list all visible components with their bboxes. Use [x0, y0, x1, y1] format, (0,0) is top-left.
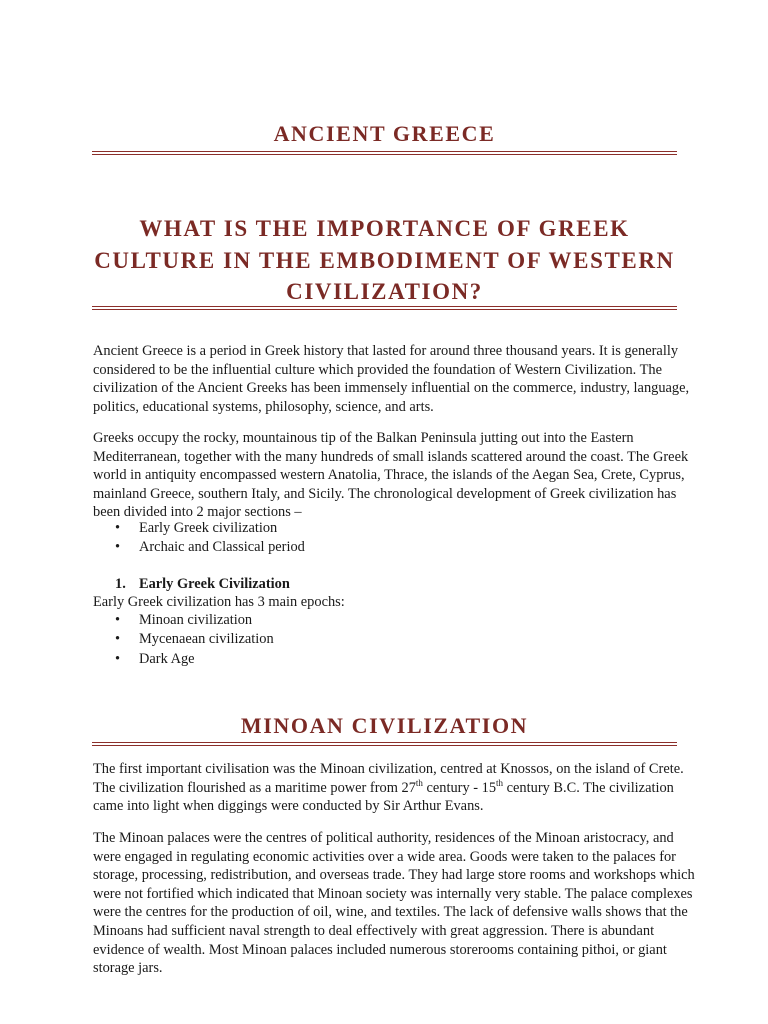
geography-paragraph: Greeks occupy the rocky, mountainous tip of the Balkan Peninsula jutting out into the Eastern Mediterranean, together with the many hundreds of small islands scattered around the coast. The Greek world in antiquity encompassed western Anatolia, Thrace, the islands of the Aegan Sea, Crete, Cyprus, mainland Greece, southern Italy, and Sicily. The chronological development of Greek civilization has been divided into 2 major sections – — [93, 430, 689, 521]
heading-number: 1. — [115, 576, 126, 592]
bullet-icon: • — [115, 631, 121, 648]
bullet-icon: • — [115, 650, 121, 667]
minoan-intro-paragraph — [93, 760, 705, 816]
heading-text: Early Greek Civilization — [139, 576, 290, 592]
list-item — [93, 611, 274, 630]
title-divider — [92, 151, 677, 155]
question-divider — [92, 306, 677, 310]
superscript: th — [415, 777, 423, 788]
list-item-label: Early Greek civilization — [139, 520, 278, 536]
intro-paragraph: Ancient Greece is a period in Greek history that lasted for around three thousand years. It is generally considered to be the influential culture which provided the foundation of Western Civilization. The civilization of the Ancient Greeks has been immensely influential on the commerce, industry, language, politics, educational systems, philosophy, science, and arts. — [93, 343, 690, 415]
numbered-heading-early-greek — [115, 575, 290, 593]
minoan-palaces-paragraph: The Minoan palaces were the centres of political authority, residences of the Minoan aristocracy, and were engaged in regulating economic activities over a wide area. Goods were taken to the palaces for storage, processing, redistribution, and overseas trade. They had large store rooms and workshops which were not fortified which indicated that Minoan society was internally very stable. The palace complexes were the centres for the production of oil, wine, and textiles. The lack of defensive walls shows that the Minoans had sufficient naval strength to deal effectively with great aggression. There is abundant evidence of wealth. Most Minoan palaces included numerous storerooms containing pithoi, or giant storage jars. — [93, 830, 695, 977]
list-item — [93, 650, 274, 669]
list-item — [93, 519, 305, 538]
list-item-label: Mycenaean civilization — [139, 631, 274, 648]
minoan-divider — [92, 742, 677, 746]
question-heading: WHAT IS THE IMPORTANCE OF GREEK CULTURE IN THE EMBODIMENT OF WESTERN CIVILIZATION? — [94, 216, 675, 304]
list-item-label: Archaic and Classical period — [139, 539, 305, 556]
sections-list — [93, 519, 305, 558]
list-item-label: Dark Age — [139, 650, 195, 667]
minoan-heading: MINOAN CIVILIZATION — [240, 713, 529, 738]
list-item-label: Minoan civilization — [139, 612, 253, 628]
list-item — [93, 630, 274, 649]
bullet-icon: • — [115, 520, 121, 536]
text-run: century - 15 — [422, 779, 497, 796]
title-ancient-greece: ANCIENT GREECE — [273, 121, 496, 146]
list-item — [93, 538, 305, 557]
text-run: The first important civilisation was the Minoan civilization, centred at Knossos, on the island of Crete. The civilization flourished as a maritime power from 27 — [93, 761, 684, 796]
text-run: century B.C. The civilization came into light when diggings were conducted by Sir Arthur Evans. — [93, 779, 674, 815]
superscript: th — [496, 777, 504, 788]
bullet-icon: • — [115, 539, 121, 556]
epochs-list — [93, 611, 274, 669]
epochs-intro: Early Greek civilization has 3 main epochs: — [93, 594, 345, 610]
bullet-icon: • — [115, 612, 121, 628]
